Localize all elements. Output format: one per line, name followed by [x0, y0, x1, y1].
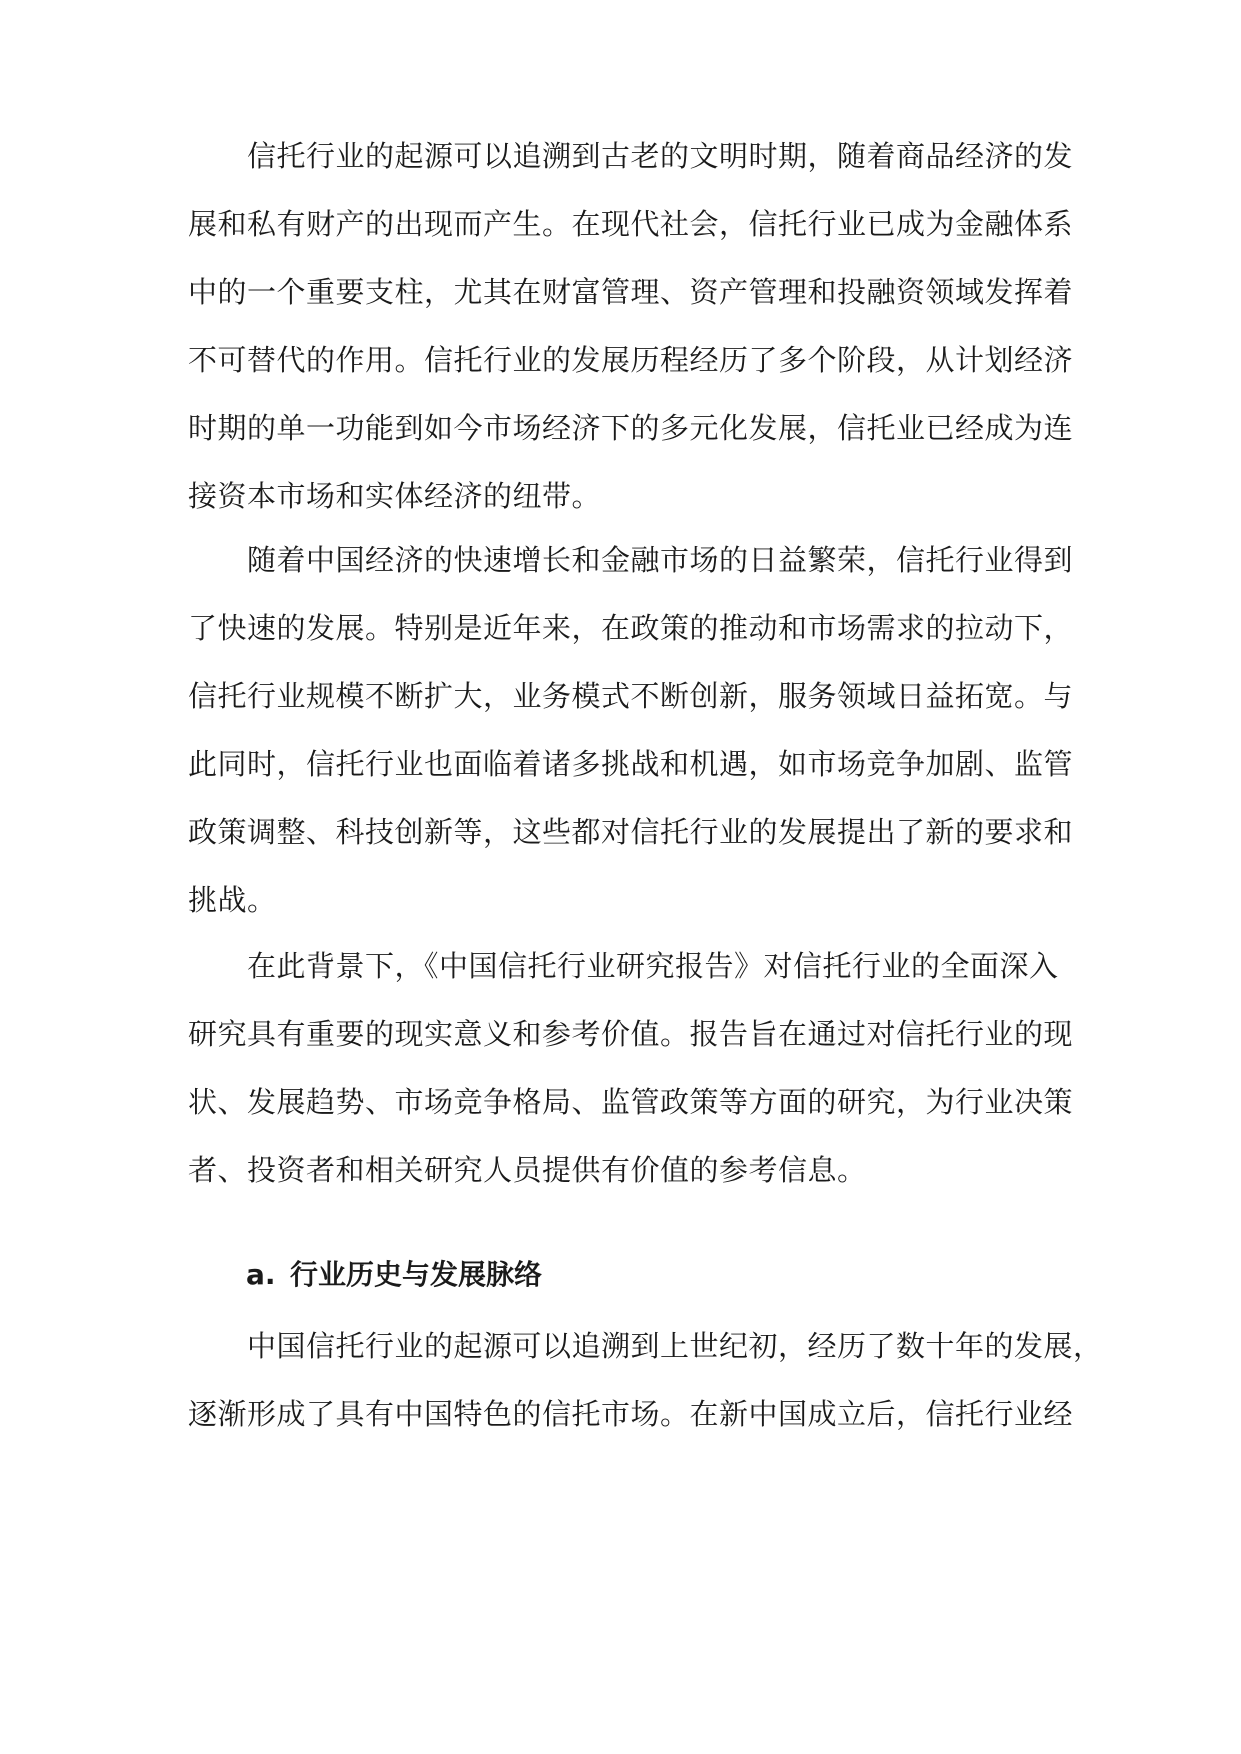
paragraph-line: 随着中国经济的快速增长和金融市场的日益繁荣，信托行业得到 — [247, 543, 1074, 577]
paragraph-line: 接资本市场和实体经济的纽带。 — [188, 479, 602, 513]
paragraph-line: 研究具有重要的现实意义和参考价值。报告旨在通过对信托行业的现 — [188, 1017, 1074, 1051]
paragraph-line: 者、投资者和相关研究人员提供有价值的参考信息。 — [188, 1153, 867, 1187]
paragraph-line: 此同时，信托行业也面临着诸多挑战和机遇，如市场竞争加剧、监管 — [188, 747, 1074, 781]
paragraph-line: 挑战。 — [188, 883, 277, 917]
section-heading-marker: a. — [246, 1258, 276, 1291]
section-heading-title: 行业历史与发展脉络 — [290, 1258, 543, 1291]
paragraph-line: 信托行业的起源可以追溯到古老的文明时期，随着商品经济的发 — [247, 139, 1074, 173]
paragraph-line: 中的一个重要支柱，尤其在财富管理、资产管理和投融资领域发挥着 — [188, 275, 1074, 309]
paragraph-line: 政策调整、科技创新等，这些都对信托行业的发展提出了新的要求和 — [188, 815, 1074, 849]
section-heading — [246, 1255, 542, 1295]
paragraph-line: 了快速的发展。特别是近年来，在政策的推动和市场需求的拉动下， — [188, 611, 1074, 645]
paragraph-line: 信托行业规模不断扩大，业务模式不断创新，服务领域日益拓宽。与 — [188, 679, 1074, 713]
paragraph-line: 时期的单一功能到如今市场经济下的多元化发展，信托业已经成为连 — [188, 411, 1074, 445]
paragraph-line: 中国信托行业的起源可以追溯到上世纪初，经历了数十年的发展， — [247, 1329, 1103, 1363]
paragraph-line: 展和私有财产的出现而产生。在现代社会，信托行业已成为金融体系 — [188, 207, 1074, 241]
paragraph-line: 逐渐形成了具有中国特色的信托市场。在新中国成立后，信托行业经 — [188, 1397, 1074, 1431]
paragraph-line: 在此背景下，《中国信托行业研究报告》对信托行业的全面深入 — [247, 949, 1059, 983]
paragraph-line: 不可替代的作用。信托行业的发展历程经历了多个阶段，从计划经济 — [188, 343, 1074, 377]
paragraph-line: 状、发展趋势、市场竞争格局、监管政策等方面的研究，为行业决策 — [188, 1085, 1074, 1119]
